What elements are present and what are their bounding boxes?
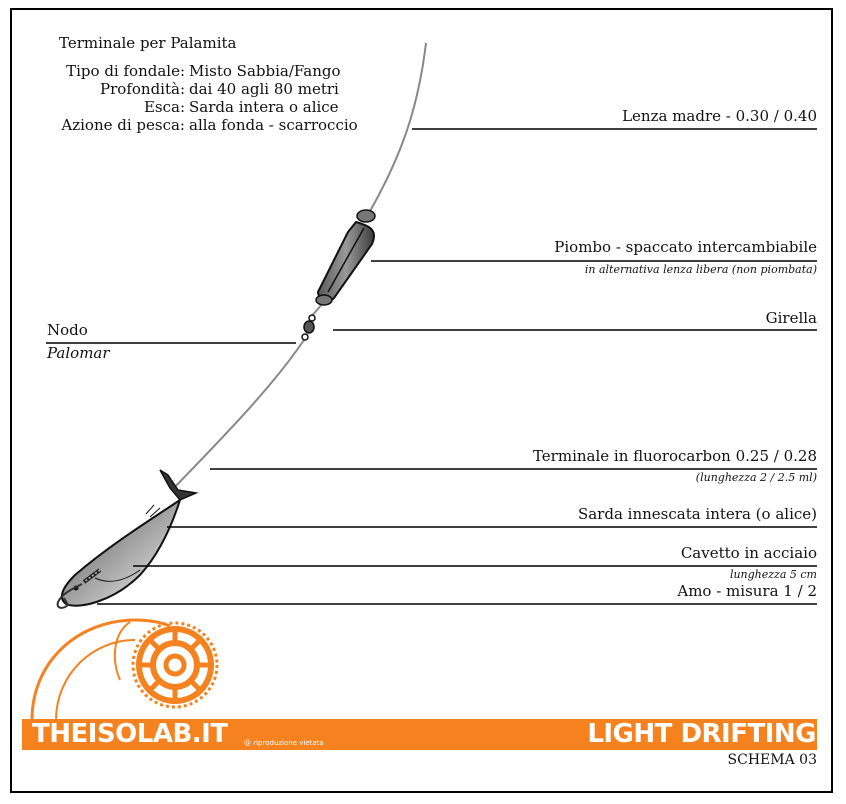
label-cavetto-note: lunghezza 5 cm [729,568,817,581]
info-value-depth: dai 40 agli 80 metri [189,80,339,98]
info-block [0,36,420,146]
label-cavetto: Cavetto in acciaio [680,544,817,562]
label-amo: Amo - misura 1 / 2 [677,582,817,600]
info-key-bait: Esca: [143,98,185,116]
leader-line [172,340,304,490]
site-name: THEISOLAB.IT [32,719,228,749]
info-key-seabed: Tipo di fondale: [66,62,185,80]
label-nodo-type: Palomar [47,344,110,362]
fish-bait-icon [58,470,196,608]
label-girella: Girella [765,309,817,327]
label-piombo-note: in alternativa lenza libera (non piombata) [584,263,817,276]
info-value-seabed: Misto Sabbia/Fango [189,62,341,80]
sinker-icon [316,210,375,305]
label-nodo: Nodo [47,321,88,339]
label-terminale: Terminale in fluorocarbon 0.25 / 0.28 [532,447,817,465]
diagram-series-title: LIGHT DRIFTING [587,719,816,749]
info-value-bait: Sarda intera o alice [189,98,339,116]
info-key-action: Azione di pesca: [61,116,185,134]
info-value-action: alla fonda - scarroccio [189,116,358,134]
brand-logo-graphic [32,620,217,720]
copyright-note: @ riproduzione vietata [244,739,324,747]
label-piombo: Piombo - spaccato intercambiabile [554,238,817,256]
page-title: Terminale per Palamita [59,34,237,52]
swivel-icon [302,315,315,340]
label-sarda: Sarda innescata intera (o alice) [577,505,817,523]
info-key-depth: Profondità: [100,80,185,98]
label-terminale-note: (lunghezza 2 / 2.5 ml) [695,471,817,484]
schema-number: SCHEMA 03 [727,752,817,768]
label-lenza-madre: Lenza madre - 0.30 / 0.40 [622,107,817,125]
